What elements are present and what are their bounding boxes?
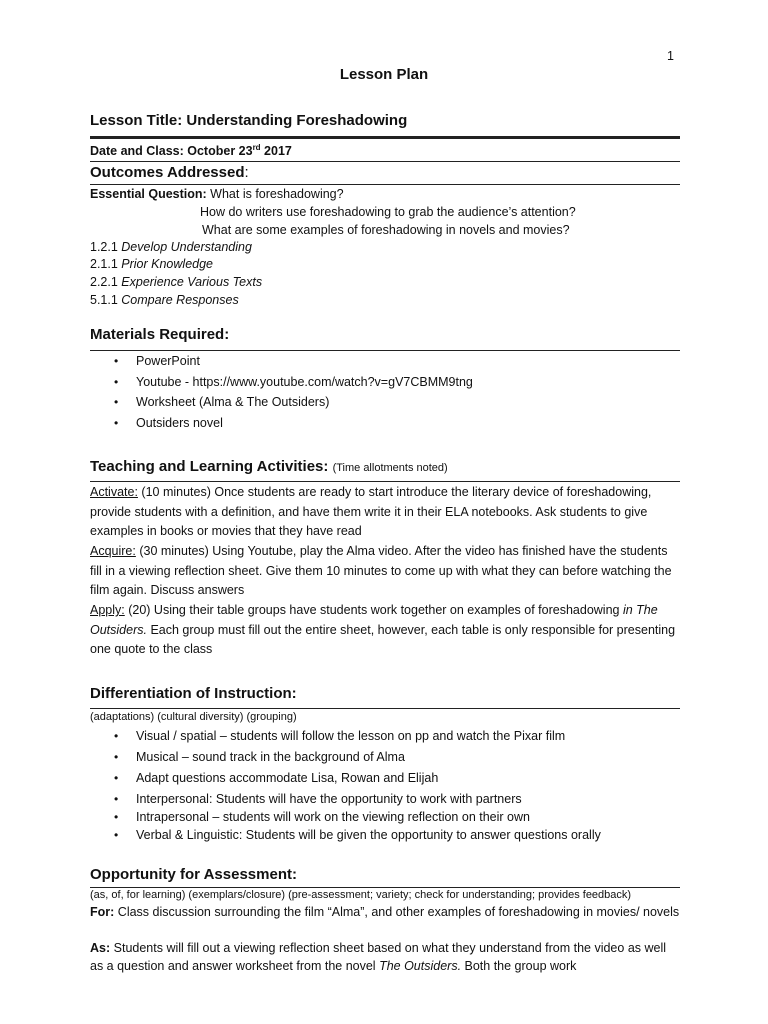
differentiation-heading: Differentiation of Instruction: <box>90 685 297 702</box>
bullet: • <box>114 810 119 824</box>
material-item: Youtube - https://www.youtube.com/watch?v=gV7CBMM9tng <box>136 375 473 389</box>
bullet: • <box>114 750 119 764</box>
material-item: Outsiders novel <box>136 416 223 430</box>
outcomes-heading: Outcomes Addressed: <box>90 164 249 181</box>
bullet: • <box>114 395 119 409</box>
acquire-paragraph: Acquire: (30 minutes) Using Youtube, play the Alma video. After the video has finished have the students fill in a viewing reflection sheet. Give them 10 minutes to come up with what they can before watching the film again. Discuss answers <box>90 544 672 597</box>
date-rule <box>90 161 680 162</box>
lesson-title: Lesson Title: Understanding Foreshadowing <box>90 112 408 129</box>
material-item: PowerPoint <box>136 354 200 368</box>
outcome-item: 5.1.1 Compare Responses <box>90 293 239 307</box>
differentiation-item: Verbal & Linguistic: Students will be given the opportunity to answer questions orally <box>136 828 601 842</box>
essential-question-3: What are some examples of foreshadowing in novels and movies? <box>202 223 570 237</box>
bullet: • <box>114 729 119 743</box>
bullet: • <box>114 416 119 430</box>
title-rule <box>90 136 680 139</box>
essential-question-2: How do writers use foreshadowing to grab the audience’s attention? <box>200 205 576 219</box>
differentiation-rule <box>90 708 680 709</box>
document-title: Lesson Plan <box>339 66 429 83</box>
materials-rule <box>90 350 680 351</box>
date-and-class: Date and Class: October 23rd 2017 <box>90 143 292 159</box>
bullet: • <box>114 354 119 368</box>
material-item: Worksheet (Alma & The Outsiders) <box>136 395 330 409</box>
differentiation-item: Intrapersonal – students will work on the viewing reflection on their own <box>136 810 530 824</box>
bullet: • <box>114 771 119 785</box>
outcome-item: 1.2.1 Develop Understanding <box>90 240 252 254</box>
materials-heading: Materials Required: <box>90 326 230 343</box>
essential-question: Essential Question: What is foreshadowing? <box>90 187 344 201</box>
assessment-for: For: Class discussion surrounding the film “Alma”, and other examples of foreshadowing in movies/ novels <box>90 905 680 919</box>
differentiation-item: Musical – sound track in the background of Alma <box>136 750 405 764</box>
bullet: • <box>114 828 119 842</box>
outcome-item: 2.1.1 Prior Knowledge <box>90 257 213 271</box>
assessment-rule <box>90 887 680 888</box>
activate-paragraph: Activate: (10 minutes) Once students are ready to start introduce the literary device of foreshadowing, provide students with a definition, and have them write it in their ELA notebooks. Ask students to give examples in books or movies that they have read <box>90 485 652 538</box>
bullet: • <box>114 375 119 389</box>
page-number: 1 <box>667 49 674 63</box>
differentiation-item: Interpersonal: Students will have the opportunity to work with partners <box>136 792 522 806</box>
assessment-as: As: Students will fill out a viewing reflection sheet based on what they understand from the video as well as a question and answer worksheet from the novel The Outsiders. Both the group work <box>90 941 667 973</box>
outcome-item: 2.2.1 Experience Various Texts <box>90 275 263 289</box>
differentiation-subtitle: (adaptations) (cultural diversity) (grouping) <box>90 711 297 723</box>
apply-paragraph: Apply: (20) Using their table groups have students work together on examples of foreshadowing in The Outsiders. Each group must fill out the entire sheet, however, each table is only responsible for presenting one quote to the class <box>90 603 676 656</box>
assessment-subtitle: (as, of, for learning) (exemplars/closure) (pre-assessment; variety; check for understanding; provides feedback) <box>90 889 632 901</box>
differentiation-item: Adapt questions accommodate Lisa, Rowan and Elijah <box>136 771 439 785</box>
assessment-heading: Opportunity for Assessment: <box>90 866 297 883</box>
differentiation-item: Visual / spatial – students will follow the lesson on pp and watch the Pixar film <box>136 729 566 743</box>
teaching-rule <box>90 481 680 482</box>
teaching-heading: Teaching and Learning Activities: (Time allotments noted) <box>90 458 448 475</box>
bullet: • <box>114 792 119 806</box>
